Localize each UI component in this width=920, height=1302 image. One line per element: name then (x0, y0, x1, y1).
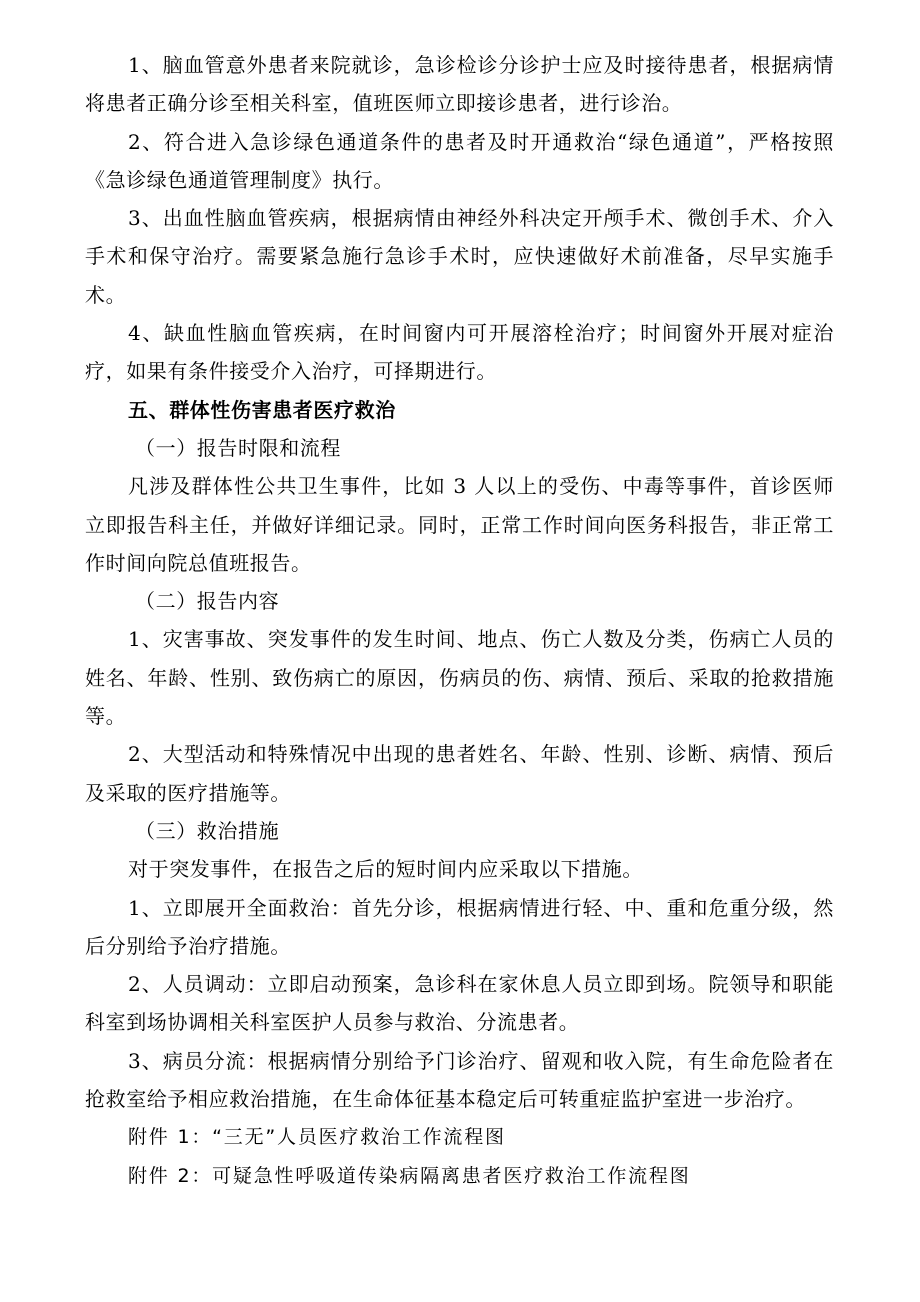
subsection-title-report-content: （二）报告内容 (135, 589, 280, 614)
paragraph-rescue-intro: 对于突发事件，在报告之后的短时间内应采取以下措施。 (128, 857, 643, 882)
subsection-title-rescue-measures: （三）救治措施 (135, 818, 280, 843)
paragraph-report-content-1: 1、灾害事故、突发事件的发生时间、地点、伤亡人数及分类，伤病亡人员的姓名、年龄、性别、致伤病亡的原因，伤病员的伤、病情、预后、采取的抢救措施等。 (85, 627, 834, 729)
attachment-2: 附件 2：可疑急性呼吸道传染病隔离患者医疗救治工作流程图 (128, 1164, 691, 1187)
paragraph-cerebrovascular-2: 2、符合进入急诊绿色通道条件的患者及时开通救治“绿色通道”，严格按照《急诊绿色通道管理制度》执行。 (85, 129, 834, 192)
subsection-title-report-process: （一）报告时限和流程 (135, 435, 341, 460)
paragraph-cerebrovascular-1: 1、脑血管意外患者来院就诊，急诊检诊分诊护士应及时接待患者，根据病情将患者正确分诊至相关科室，值班医师立即接诊患者，进行诊治。 (85, 53, 834, 116)
paragraph-report-content-2: 2、大型活动和特殊情况中出现的患者姓名、年龄、性别、诊断、病情、预后及采取的医疗措施等。 (85, 742, 834, 805)
paragraph-rescue-measure-3: 3、病员分流：根据病情分别给予门诊治疗、留观和收入院，有生命危险者在抢救室给予相应救治措施，在生命体征基本稳定后可转重症监护室进一步治疗。 (85, 1048, 834, 1112)
paragraph-cerebrovascular-3: 3、出血性脑血管疾病，根据病情由神经外科决定开颅手术、微创手术、介入手术和保守治疗。需要紧急施行急诊手术时，应快速做好术前准备，尽早实施手术。 (85, 206, 834, 307)
paragraph-rescue-measure-2: 2、人员调动：立即启动预案，急诊科在家休息人员立即到场。院领导和职能科室到场协调相关科室医护人员参与救治、分流患者。 (85, 972, 834, 1035)
section-heading-mass-casualty: 五、群体性伤害患者医疗救治 (128, 397, 396, 422)
paragraph-cerebrovascular-4: 4、缺血性脑血管疾病，在时间窗内可开展溶栓治疗；时间窗外开展对症治疗，如果有条件接受介入治疗，可择期进行。 (85, 321, 834, 384)
paragraph-report-process: 凡涉及群体性公共卫生事件，比如 3 人以上的受伤、中毒等事件，首诊医师立即报告科主任，并做好详细记录。同时，正常工作时间向医务科报告，非正常工作时间向院总值班报告。 (85, 474, 834, 575)
attachment-1: 附件 1：“三无”人员医疗救治工作流程图 (128, 1126, 506, 1149)
paragraph-rescue-measure-1: 1、立即展开全面救治：首先分诊，根据病情进行轻、中、重和危重分级，然后分别给予治疗措施。 (85, 895, 834, 958)
